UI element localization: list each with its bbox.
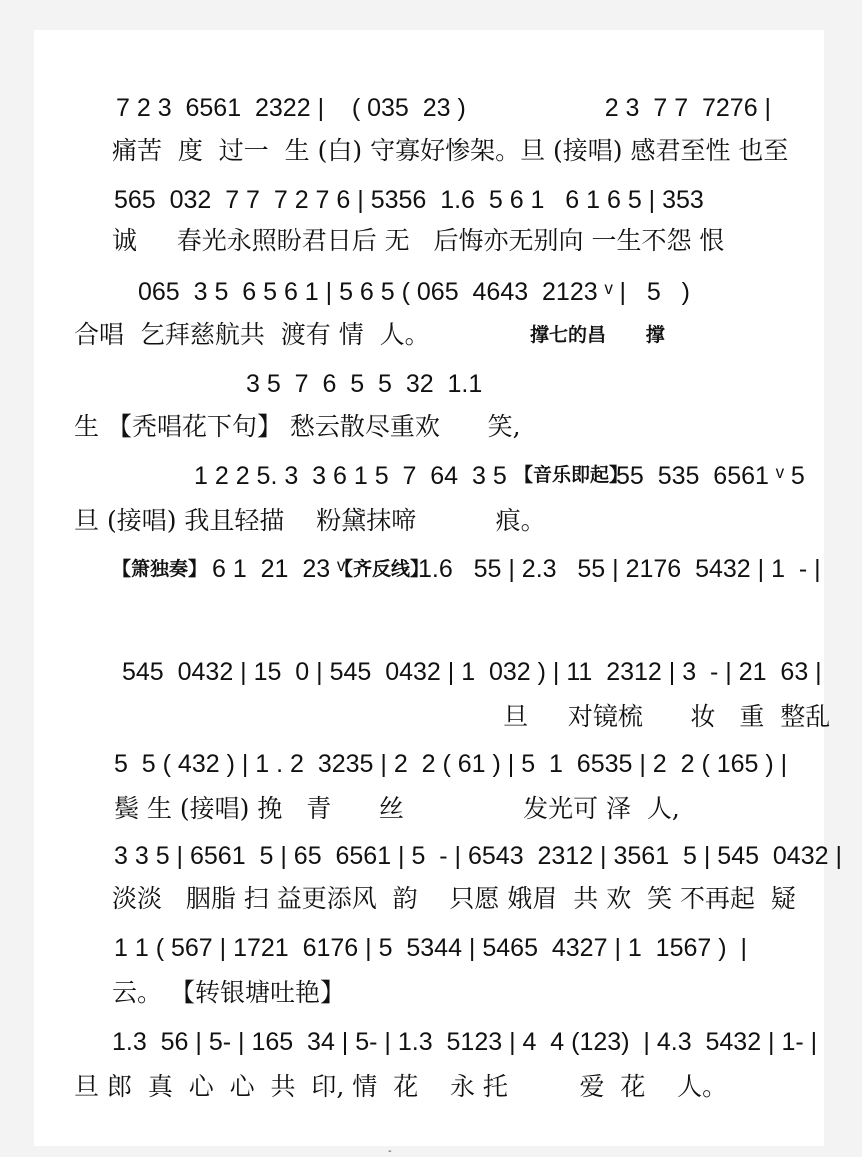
lyric-line-2: 诚 春光永照盼君日后 无 后悔亦无别向 一生不怨 恨 xyxy=(112,226,725,255)
lyric-line-9: 淡淡 胭脂 扫 益更添风 韵 只愿 娥眉 共 欢 笑 不再起 疑 xyxy=(112,884,796,913)
lyric-line-8: 鬓 生 (接唱) 挽 青 丝 发光可 泽 人, xyxy=(114,794,680,823)
notation-line-9: 3 3 5 | 6561 5 | 65 6561 | 5 - | 6543 2312 | 3561 5 | 545 0432 | xyxy=(114,842,842,870)
notation-line-3: 065 3 5 6 5 6 1 | 5 6 5 ( 065 4643 2123 ᵛ | 5 ) xyxy=(138,278,690,306)
notation-line-7: 545 0432 | 15 0 | 545 0432 | 1 032 ) | 11 2312 | 3 - | 21 63 | xyxy=(122,658,822,686)
notation-line-8: 5 5 ( 432 ) | 1 . 2 3235 | 2 2 ( 61 ) | 5 1 6535 | 2 2 ( 165 ) | xyxy=(114,750,788,778)
lyric-line-10: 云。 【转银塘吐艳】 xyxy=(112,978,345,1007)
score-page xyxy=(34,30,842,1146)
music-cue-label: 【音乐即起】 xyxy=(514,464,629,486)
lyric-line-1: 痛苦 度 过一 生 (白) 守寡好惨架。旦 (接唱) 感君至性 也至 xyxy=(112,136,789,165)
notation-line-1: 7 2 3 6561 2322 | ( 035 23 ) 2 3 7 7 7276 | xyxy=(116,94,772,122)
lyric-line-3: 合唱 乞拜慈航共 渡有 情 人。 xyxy=(74,320,430,349)
notation-line-5-tail: 55 535 6561 ᵛ 5 xyxy=(616,462,805,490)
notation-line-11: 1.3 56 | 5- | 165 34 | 5- | 1.3 5123 | 4 4 (123) | 4.3 5432 | 1- | xyxy=(112,1028,818,1056)
lyric-line-11: 旦 郎 真 心 心 共 印, 情 花 永 托 爱 花 人。 xyxy=(74,1072,728,1101)
xiao-solo-label: 【箫独奏】 xyxy=(112,558,208,580)
lyric-line-5: 旦 (接唱) 我且轻描 粉黛抹啼 痕。 xyxy=(74,506,546,535)
percussion-label: 撑七的昌 撑 xyxy=(530,324,665,346)
notation-line-2: 565 032 7 7 7 2 7 6 | 5356 1.6 5 6 1 6 1 6 5 | 353 xyxy=(114,186,704,214)
notation-line-5: 1 2 2 5. 3 3 6 1 5 7 64 3 5 xyxy=(194,462,507,490)
notation-line-6a: 6 1 21 23 ᵛ xyxy=(212,555,346,583)
lyric-line-4: 生 【秃唱花下句】 愁云散尽重欢 笑, xyxy=(74,412,521,441)
notation-line-6b: 1.6 55 | 2.3 55 | 2176 5432 | 1 - | xyxy=(418,555,821,583)
notation-line-10: 1 1 ( 567 | 1721 6176 | 5 5344 | 5465 4327 | 1 1567 ) | xyxy=(114,934,747,962)
page-marker: - xyxy=(388,1146,392,1157)
lyric-line-7: 旦 对镜梳 妆 重 整乱 xyxy=(74,702,831,731)
qi-fan-xian-label: 【齐反线】 xyxy=(334,558,430,580)
notation-line-4: 3 5 7 6 5 5 32 1.1 xyxy=(246,370,483,398)
